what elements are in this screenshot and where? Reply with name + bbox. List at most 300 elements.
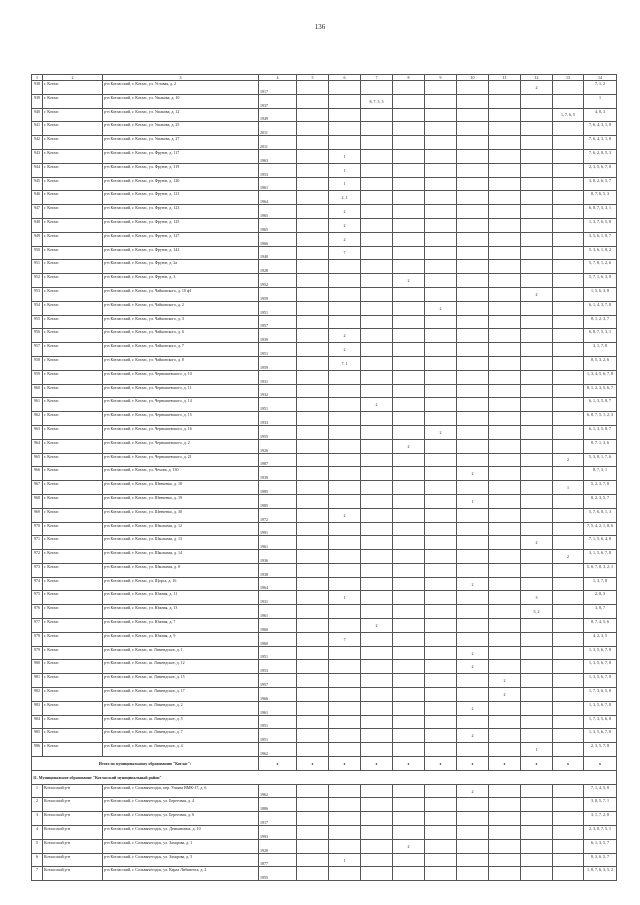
table-cell	[521, 108, 553, 122]
table-cell: 3, 1, 7, 2, 8	[584, 812, 617, 826]
table-cell: р-н Котласский, г. Сольвычегодск, ул. Захарова, д. 5	[103, 853, 259, 867]
table-cell	[489, 729, 521, 743]
table-row	[32, 301, 617, 315]
table-cell	[393, 329, 425, 343]
table-cell: 1993	[259, 826, 297, 840]
table-cell: г. Котлас	[43, 356, 103, 370]
table-cell	[457, 149, 489, 163]
table-cell	[393, 260, 425, 274]
table-cell: р-н Котласский, г. Котлас, ул. Фрунзе, д. 3	[103, 274, 259, 288]
table-cell	[361, 701, 393, 715]
table-cell	[457, 674, 489, 688]
table-cell	[297, 356, 329, 370]
table-cell	[553, 826, 584, 840]
table-cell	[457, 425, 489, 439]
table-cell: 2, 1	[329, 191, 361, 205]
table-cell	[457, 536, 489, 550]
table-cell: 2	[457, 467, 489, 481]
table-cell	[489, 632, 521, 646]
table-cell	[297, 384, 329, 398]
table-cell: 7, 1, 4, 5, 8	[584, 784, 617, 798]
table-cell	[329, 784, 361, 798]
table-cell: р-н Котласский, г. Котлас, ул. Чернышевского, д. 15	[103, 412, 259, 426]
table-cell: 1957	[259, 674, 297, 688]
table-cell	[521, 812, 553, 826]
table-cell: р-н Котласский, г. Котлас, ш. Лимендское, д. 2	[103, 701, 259, 715]
table-cell	[425, 81, 457, 95]
table-cell: р-н Котласский, г. Котлас, ул. Школьная, д. 12	[103, 522, 259, 536]
table-cell: 3, 5, 6, 1, 8, 7	[584, 232, 617, 246]
table-cell	[297, 674, 329, 688]
table-cell	[425, 605, 457, 619]
table-cell: 1, 8, 7, 6, 3, 5, 2	[584, 867, 617, 881]
table-cell	[329, 81, 361, 95]
table-cell: 974	[32, 577, 43, 591]
table-cell	[489, 453, 521, 467]
table-cell	[457, 274, 489, 288]
table-cell: 1985	[259, 481, 297, 495]
register-table	[31, 74, 617, 881]
table-cell	[297, 122, 329, 136]
table-cell	[489, 232, 521, 246]
table-cell	[297, 536, 329, 550]
table-cell: г. Котлас	[43, 260, 103, 274]
table-cell: 966	[32, 467, 43, 481]
table-cell: 1	[32, 784, 43, 798]
table-cell	[393, 563, 425, 577]
table-cell	[489, 149, 521, 163]
table-cell	[297, 218, 329, 232]
table-cell: р-н Котласский, г. Котлас, ул. Ушакова, д. 12	[103, 108, 259, 122]
table-cell	[361, 826, 393, 840]
table-cell: 6, 8, 7, 5, 1, 2, 3	[584, 412, 617, 426]
table-cell: г. Котлас	[43, 301, 103, 315]
table-cell: р-н Котласский, г. Сольвычегодск, ул. Карла Либкнехта, д. 2	[103, 867, 259, 881]
table-cell	[297, 798, 329, 812]
summary-row	[32, 757, 617, 771]
table-cell: Котласский р-н	[43, 784, 103, 798]
table-cell	[361, 494, 393, 508]
column-header: 8	[393, 75, 425, 81]
table-cell	[361, 315, 393, 329]
table-cell: г. Котлас	[43, 329, 103, 343]
table-cell	[457, 743, 489, 757]
table-cell	[425, 867, 457, 881]
table-cell: 8, 3, 6, 5, 7	[584, 853, 617, 867]
table-cell	[553, 329, 584, 343]
table-cell	[425, 674, 457, 688]
table-cell	[553, 715, 584, 729]
table-cell	[329, 729, 361, 743]
table-cell: 2	[329, 205, 361, 219]
table-cell: г. Котлас	[43, 177, 103, 191]
table-cell: 2	[521, 287, 553, 301]
table-cell: 1964	[259, 577, 297, 591]
table-row	[32, 315, 617, 329]
table-cell: р-н Котласский, г. Котлас, ул. Школьная, д. 8	[103, 563, 259, 577]
table-cell	[521, 384, 553, 398]
table-cell	[489, 550, 521, 564]
table-cell	[361, 605, 393, 619]
table-cell: р-н Котласский, г. Котлас, ул. Шевченко, д. 30	[103, 508, 259, 522]
table-cell: 939	[32, 94, 43, 108]
table-cell	[521, 688, 553, 702]
table-cell	[425, 384, 457, 398]
table-row	[32, 177, 617, 191]
table-cell	[393, 81, 425, 95]
table-cell: 1949	[259, 108, 297, 122]
table-cell: р-н Котласский, г. Котлас, ул. Угловая, д. 2	[103, 81, 259, 95]
table-cell	[489, 494, 521, 508]
table-cell	[361, 191, 393, 205]
table-cell	[329, 701, 361, 715]
table-cell: р-н Котласский, г. Сольвычегодск, пер. Ульяна ВМК-17, д. 6	[103, 784, 259, 798]
table-cell: 7, 1, 5, 6, 4, 8	[584, 536, 617, 550]
table-cell	[553, 163, 584, 177]
table-cell	[393, 356, 425, 370]
table-cell	[489, 246, 521, 260]
table-cell	[553, 660, 584, 674]
table-cell	[425, 688, 457, 702]
table-cell	[457, 632, 489, 646]
table-cell	[393, 232, 425, 246]
table-cell: р-н Котласский, г. Котлас, ул. Фрунзе, д. 142	[103, 246, 259, 260]
table-cell: г. Котлас	[43, 384, 103, 398]
table-cell	[457, 246, 489, 260]
table-cell	[489, 867, 521, 881]
table-cell: 1	[457, 494, 489, 508]
table-cell	[297, 577, 329, 591]
table-cell	[457, 384, 489, 398]
table-cell	[393, 177, 425, 191]
table-cell	[457, 853, 489, 867]
table-cell: 950	[32, 246, 43, 260]
table-cell: 8, 5, 3, 2, 6	[584, 356, 617, 370]
table-cell: р-н Котласский, г. Котлас, ул. Чайковского, д. 3	[103, 315, 259, 329]
table-cell: р-н Котласский, г. Котлас, ул. Фрунзе, д. 2а	[103, 260, 259, 274]
table-cell	[489, 577, 521, 591]
table-cell: 2	[425, 425, 457, 439]
table-cell: г. Котлас	[43, 701, 103, 715]
table-cell	[361, 591, 393, 605]
table-cell	[489, 619, 521, 633]
table-cell	[457, 205, 489, 219]
table-cell: р-н Котласский, г. Котлас, ул. Щорса, д. 16	[103, 577, 259, 591]
table-cell: 1, 7, 6, 5	[553, 108, 584, 122]
table-row	[32, 591, 617, 605]
table-cell: 967	[32, 481, 43, 495]
table-cell	[553, 632, 584, 646]
table-cell: 1991	[259, 522, 297, 536]
table-cell	[361, 163, 393, 177]
table-cell	[361, 260, 393, 274]
table-cell	[297, 149, 329, 163]
table-cell: 965	[32, 453, 43, 467]
table-cell: 1987	[259, 453, 297, 467]
table-cell: 1	[329, 163, 361, 177]
table-cell: 976	[32, 605, 43, 619]
table-cell	[457, 453, 489, 467]
table-cell: 2	[329, 329, 361, 343]
table-row	[32, 370, 617, 384]
table-cell: р-н Котласский, г. Котлас, ш. Лимендское, д. 7	[103, 729, 259, 743]
table-cell	[393, 384, 425, 398]
table-row	[32, 550, 617, 564]
table-cell	[425, 853, 457, 867]
table-cell	[297, 743, 329, 757]
table-cell	[425, 343, 457, 357]
table-cell	[393, 577, 425, 591]
table-cell	[329, 412, 361, 426]
table-cell	[521, 246, 553, 260]
table-cell	[393, 301, 425, 315]
table-cell: 1, 3, 5, 6, 7, 8	[584, 674, 617, 688]
table-cell	[297, 508, 329, 522]
table-cell	[393, 398, 425, 412]
table-row	[32, 536, 617, 550]
table-cell	[457, 232, 489, 246]
table-cell: 945	[32, 177, 43, 191]
table-cell	[521, 826, 553, 840]
table-cell	[425, 798, 457, 812]
table-cell	[457, 177, 489, 191]
table-cell: 4, 2, 3, 5	[584, 632, 617, 646]
table-cell: 943	[32, 149, 43, 163]
table-cell	[521, 494, 553, 508]
table-row	[32, 136, 617, 150]
table-cell	[361, 522, 393, 536]
table-cell	[297, 232, 329, 246]
table-cell	[361, 563, 393, 577]
column-header: 11	[489, 75, 521, 81]
table-cell	[361, 839, 393, 853]
table-cell: 983	[32, 701, 43, 715]
table-cell	[489, 287, 521, 301]
table-cell: р-н Котласский, г. Котлас, ул. Школьная, д. 14	[103, 550, 259, 564]
table-cell	[425, 232, 457, 246]
table-cell: 1932	[259, 384, 297, 398]
table-cell	[425, 619, 457, 633]
table-row	[32, 784, 617, 798]
table-cell: г. Котлас	[43, 149, 103, 163]
table-cell	[457, 260, 489, 274]
table-cell	[393, 701, 425, 715]
table-row	[32, 798, 617, 812]
table-cell: 8, 7, 4, 5, 6	[584, 619, 617, 633]
table-cell	[425, 218, 457, 232]
table-cell	[521, 163, 553, 177]
table-cell	[361, 536, 393, 550]
table-cell: г. Котлас	[43, 674, 103, 688]
table-cell	[393, 867, 425, 881]
table-cell	[521, 343, 553, 357]
summary-mark: х	[329, 757, 361, 771]
table-cell	[393, 674, 425, 688]
table-cell: 2	[329, 508, 361, 522]
table-cell	[329, 660, 361, 674]
table-cell	[329, 425, 361, 439]
table-cell: 944	[32, 163, 43, 177]
table-cell	[393, 136, 425, 150]
table-row	[32, 826, 617, 840]
table-cell	[361, 218, 393, 232]
table-cell	[425, 632, 457, 646]
table-cell: 2	[553, 550, 584, 564]
table-cell: 962	[32, 412, 43, 426]
table-cell: 8, 2, 3, 5, 7	[584, 494, 617, 508]
table-row	[32, 715, 617, 729]
table-cell: г. Котлас	[43, 81, 103, 95]
table-cell: г. Котлас	[43, 439, 103, 453]
table-cell	[553, 494, 584, 508]
table-cell: 7	[32, 867, 43, 881]
table-cell	[329, 494, 361, 508]
summary-mark: х	[297, 757, 329, 771]
table-cell	[425, 177, 457, 191]
table-cell: 957	[32, 343, 43, 357]
table-cell: р-н Котласский, г. Сольвычегодск, ул. Демьяновых, д. 10	[103, 826, 259, 840]
table-cell	[361, 425, 393, 439]
table-cell: 2, 3, 5, 6, 7, 8	[584, 163, 617, 177]
table-cell	[425, 136, 457, 150]
table-cell	[297, 274, 329, 288]
table-cell: р-н Котласский, г. Котлас, ул. Чайковского, д. 6	[103, 329, 259, 343]
table-cell	[329, 384, 361, 398]
table-cell	[553, 812, 584, 826]
table-cell	[521, 701, 553, 715]
table-cell: 2	[393, 274, 425, 288]
table-cell	[521, 122, 553, 136]
table-cell	[425, 481, 457, 495]
table-cell: 2011	[259, 122, 297, 136]
table-cell	[521, 522, 553, 536]
table-cell	[393, 94, 425, 108]
table-cell	[553, 522, 584, 536]
column-header: 2	[43, 75, 103, 81]
table-cell	[553, 591, 584, 605]
table-cell: 1	[553, 481, 584, 495]
table-cell: 2, 8, 3	[584, 591, 617, 605]
table-cell	[297, 701, 329, 715]
table-cell	[329, 287, 361, 301]
table-cell: 1920	[259, 839, 297, 853]
table-cell: 1961	[259, 701, 297, 715]
table-cell	[553, 798, 584, 812]
table-cell: 952	[32, 274, 43, 288]
table-cell: 958	[32, 356, 43, 370]
table-cell	[329, 619, 361, 633]
table-cell	[329, 839, 361, 853]
table-cell	[425, 205, 457, 219]
table-cell	[457, 563, 489, 577]
table-row	[32, 149, 617, 163]
table-cell: Котласский р-н	[43, 853, 103, 867]
table-cell: 7, 6, 4, 3, 1, 8	[584, 136, 617, 150]
table-cell: р-н Котласский, г. Котлас, ул. Чернышевского, д. 14	[103, 398, 259, 412]
table-cell	[553, 122, 584, 136]
table-cell	[521, 439, 553, 453]
table-cell	[521, 550, 553, 564]
table-row	[32, 398, 617, 412]
table-cell	[361, 370, 393, 384]
table-cell: 3	[32, 812, 43, 826]
table-cell: 1	[329, 177, 361, 191]
table-cell	[457, 218, 489, 232]
table-cell: 2	[361, 619, 393, 633]
table-cell	[297, 343, 329, 357]
table-cell: 1926	[259, 439, 297, 453]
table-cell: г. Котлас	[43, 246, 103, 260]
table-cell: г. Котлас	[43, 232, 103, 246]
table-cell: 1966	[259, 688, 297, 702]
table-cell: 2	[329, 232, 361, 246]
table-cell	[489, 812, 521, 826]
table-cell: 2, 3, 5, 7, 8	[584, 743, 617, 757]
table-cell	[297, 688, 329, 702]
table-cell	[297, 453, 329, 467]
table-cell	[553, 412, 584, 426]
table-cell: р-н Котласский, г. Котлас, ул. Шевченко, д. 18	[103, 481, 259, 495]
table-cell	[553, 425, 584, 439]
table-cell: 2011	[259, 136, 297, 150]
table-cell: 7, 6, 2, 8, 5, 3	[584, 149, 617, 163]
table-cell: р-н Котласский, г. Котлас, ш. Лимендское, д. 1	[103, 646, 259, 660]
table-cell: г. Котлас	[43, 467, 103, 481]
table-cell	[425, 826, 457, 840]
table-cell	[553, 205, 584, 219]
table-cell: 2	[489, 674, 521, 688]
table-cell: 3, 8, 7	[584, 605, 617, 619]
table-cell	[553, 784, 584, 798]
table-cell: г. Котлас	[43, 274, 103, 288]
table-cell	[521, 177, 553, 191]
table-row	[32, 191, 617, 205]
table-row	[32, 605, 617, 619]
table-cell	[393, 591, 425, 605]
table-cell: 2	[457, 729, 489, 743]
table-cell	[553, 729, 584, 743]
table-cell	[521, 632, 553, 646]
table-cell	[521, 232, 553, 246]
table-cell: 1951	[259, 646, 297, 660]
table-cell	[361, 867, 393, 881]
table-cell: 3, 8, 5, 7, 1	[584, 798, 617, 812]
table-cell	[521, 301, 553, 315]
column-header: 4	[259, 75, 297, 81]
table-cell	[393, 550, 425, 564]
table-cell	[425, 577, 457, 591]
table-cell	[489, 191, 521, 205]
table-cell	[393, 287, 425, 301]
table-cell: г. Котлас	[43, 660, 103, 674]
table-row	[32, 260, 617, 274]
table-cell	[457, 715, 489, 729]
table-cell	[361, 439, 393, 453]
table-cell	[393, 191, 425, 205]
table-cell	[329, 315, 361, 329]
table-cell	[361, 646, 393, 660]
table-cell	[553, 384, 584, 398]
table-cell	[521, 315, 553, 329]
table-cell: 8, 1, 2, 3, 5, 6, 7	[584, 384, 617, 398]
table-cell: 964	[32, 439, 43, 453]
table-cell: р-н Котласский, г. Котлас, ул. Фрунзе, д. 125	[103, 218, 259, 232]
table-cell: 963	[32, 425, 43, 439]
table-cell	[489, 563, 521, 577]
table-cell	[521, 715, 553, 729]
table-cell	[297, 563, 329, 577]
table-cell: 986	[32, 743, 43, 757]
